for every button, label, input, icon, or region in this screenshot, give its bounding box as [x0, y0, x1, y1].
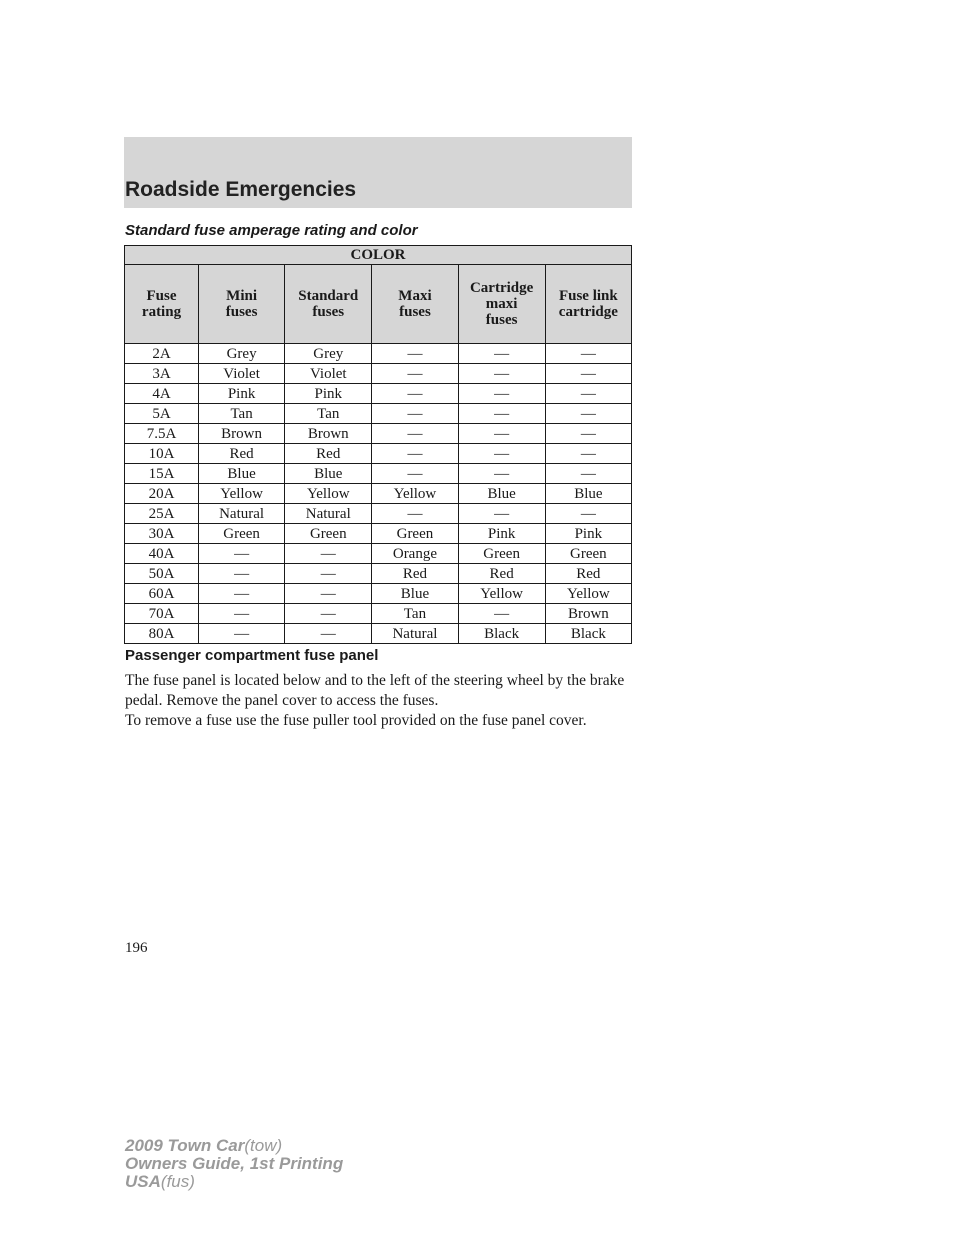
table-row — [125, 404, 632, 424]
table-cell: Pink — [285, 384, 372, 404]
table-cell: 40A — [125, 544, 199, 564]
column-header-line: fuses — [399, 304, 431, 320]
table-cell: — — [372, 364, 458, 384]
table-cell: — — [545, 364, 631, 384]
table-cell: Pink — [458, 524, 545, 544]
color-group-header: COLOR — [125, 246, 632, 265]
table-row — [125, 544, 632, 564]
table-cell: — — [199, 604, 285, 624]
table-row — [125, 484, 632, 504]
table-cell: Blue — [372, 584, 458, 604]
table-cell: Natural — [199, 504, 285, 524]
table-cell: Orange — [372, 544, 458, 564]
column-header — [545, 265, 631, 344]
table-cell: 60A — [125, 584, 199, 604]
table-cell: — — [285, 564, 372, 584]
table-cell: Blue — [545, 484, 631, 504]
table-cell: Blue — [458, 484, 545, 504]
table-cell: — — [458, 464, 545, 484]
table-cell: Pink — [199, 384, 285, 404]
table-cell: — — [285, 544, 372, 564]
column-header-line: Maxi — [398, 288, 432, 304]
table-cell: — — [372, 424, 458, 444]
table-row — [125, 444, 632, 464]
table-cell: Brown — [199, 424, 285, 444]
table-cell: — — [545, 344, 631, 364]
passenger-panel-heading: Passenger compartment fuse panel — [125, 647, 379, 664]
table-cell: Grey — [199, 344, 285, 364]
table-cell: — — [545, 404, 631, 424]
footer-printing: Owners Guide, 1st Printing — [125, 1154, 344, 1173]
column-header — [199, 265, 285, 344]
table-cell: Tan — [199, 404, 285, 424]
section-title: Roadside Emergencies — [125, 178, 357, 201]
table-cell: Tan — [285, 404, 372, 424]
table-cell: — — [285, 604, 372, 624]
table-cell: Pink — [545, 524, 631, 544]
table-cell: Blue — [199, 464, 285, 484]
table-cell: 25A — [125, 504, 199, 524]
table-cell: Red — [458, 564, 545, 584]
table-row — [125, 504, 632, 524]
table-cell: Yellow — [545, 584, 631, 604]
page-number: 196 — [125, 940, 148, 956]
table-cell: — — [458, 364, 545, 384]
table-cell: Red — [199, 444, 285, 464]
table-cell: Natural — [372, 624, 458, 644]
table-cell: Red — [545, 564, 631, 584]
footer-market: USA — [125, 1172, 161, 1191]
passenger-panel-paragraph-2: To remove a fuse use the fuse puller tool provided on the fuse panel cover. — [125, 712, 587, 729]
footer — [125, 1137, 343, 1191]
table-cell: 7.5A — [125, 424, 199, 444]
table-cell: Grey — [285, 344, 372, 364]
table-cell: Blue — [285, 464, 372, 484]
table-cell: 5A — [125, 404, 199, 424]
column-header-line: maxi — [485, 296, 518, 312]
table-cell: Tan — [372, 604, 458, 624]
table-cell: — — [458, 504, 545, 524]
table-cell: — — [458, 444, 545, 464]
table-row — [125, 364, 632, 384]
table-row — [125, 344, 632, 364]
table-cell: Green — [285, 524, 372, 544]
passenger-panel-paragraph-1: The fuse panel is located below and to the left of the steering wheel by the brake pedal. Remove the panel cover to access the fuses. — [125, 672, 625, 709]
table-cell: — — [545, 444, 631, 464]
table-row — [125, 604, 632, 624]
table-row — [125, 424, 632, 444]
table-cell: 70A — [125, 604, 199, 624]
table-cell: Natural — [285, 504, 372, 524]
table-row — [125, 584, 632, 604]
table-cell: 15A — [125, 464, 199, 484]
table-cell: — — [285, 584, 372, 604]
table-cell: Black — [458, 624, 545, 644]
table-row — [125, 464, 632, 484]
table-cell: — — [458, 604, 545, 624]
table-cell: — — [545, 464, 631, 484]
table-cell: — — [372, 404, 458, 424]
table-cell: 30A — [125, 524, 199, 544]
table-cell: Green — [545, 544, 631, 564]
table-cell: — — [458, 404, 545, 424]
table-cell: Yellow — [372, 484, 458, 504]
table-cell: Red — [372, 564, 458, 584]
table-cell: — — [458, 424, 545, 444]
column-header — [285, 265, 372, 344]
table-cell: — — [545, 424, 631, 444]
table-cell: — — [372, 344, 458, 364]
table-cell: — — [372, 464, 458, 484]
table-cell: — — [199, 564, 285, 584]
table-row — [125, 564, 632, 584]
table-cell: Yellow — [199, 484, 285, 504]
table-cell: Brown — [285, 424, 372, 444]
table-cell: 50A — [125, 564, 199, 584]
table-cell: — — [458, 344, 545, 364]
table-cell: Brown — [545, 604, 631, 624]
table-cell: Red — [285, 444, 372, 464]
column-header-line: fuses — [312, 304, 345, 320]
table-cell: 20A — [125, 484, 199, 504]
footer-market-note: (fus) — [160, 1172, 195, 1191]
table-cell: Green — [199, 524, 285, 544]
table-cell: — — [545, 504, 631, 524]
table-cell: — — [199, 624, 285, 644]
footer-model: 2009 Town Car — [125, 1136, 245, 1155]
table-cell: — — [458, 384, 545, 404]
table-cell: Yellow — [458, 584, 545, 604]
column-header-line: fuses — [225, 304, 258, 320]
column-header-line: Cartridge — [469, 280, 534, 296]
column-header — [125, 265, 199, 344]
column-header-line: cartridge — [558, 304, 618, 320]
table-cell: 2A — [125, 344, 199, 364]
footer-model-note: (tow) — [244, 1136, 283, 1155]
table-cell: — — [372, 444, 458, 464]
column-header-line: Fuse — [146, 288, 177, 304]
column-header-line: fuses — [485, 312, 518, 328]
fuse-color-table — [124, 245, 632, 644]
table-cell: — — [372, 504, 458, 524]
table-cell: 4A — [125, 384, 199, 404]
column-header — [458, 265, 545, 344]
table-cell: 3A — [125, 364, 199, 384]
table-cell: — — [199, 544, 285, 564]
table-row — [125, 624, 632, 644]
table-cell: Violet — [285, 364, 372, 384]
table-cell: Green — [372, 524, 458, 544]
column-header-line: Standard — [298, 288, 359, 304]
table-cell: Green — [458, 544, 545, 564]
table-row — [125, 384, 632, 404]
column-header-line: Mini — [226, 288, 257, 304]
column-header-line: Fuse link — [558, 288, 618, 304]
column-header-line: rating — [141, 304, 182, 320]
table-cell: 80A — [125, 624, 199, 644]
table-cell: Violet — [199, 364, 285, 384]
table-row — [125, 524, 632, 544]
table-cell: — — [372, 384, 458, 404]
table-cell: — — [285, 624, 372, 644]
table-caption: Standard fuse amperage rating and color — [125, 222, 418, 239]
table-cell: — — [199, 584, 285, 604]
table-cell: 10A — [125, 444, 199, 464]
table-cell: — — [545, 384, 631, 404]
table-cell: Yellow — [285, 484, 372, 504]
column-header — [372, 265, 458, 344]
table-cell: Black — [545, 624, 631, 644]
